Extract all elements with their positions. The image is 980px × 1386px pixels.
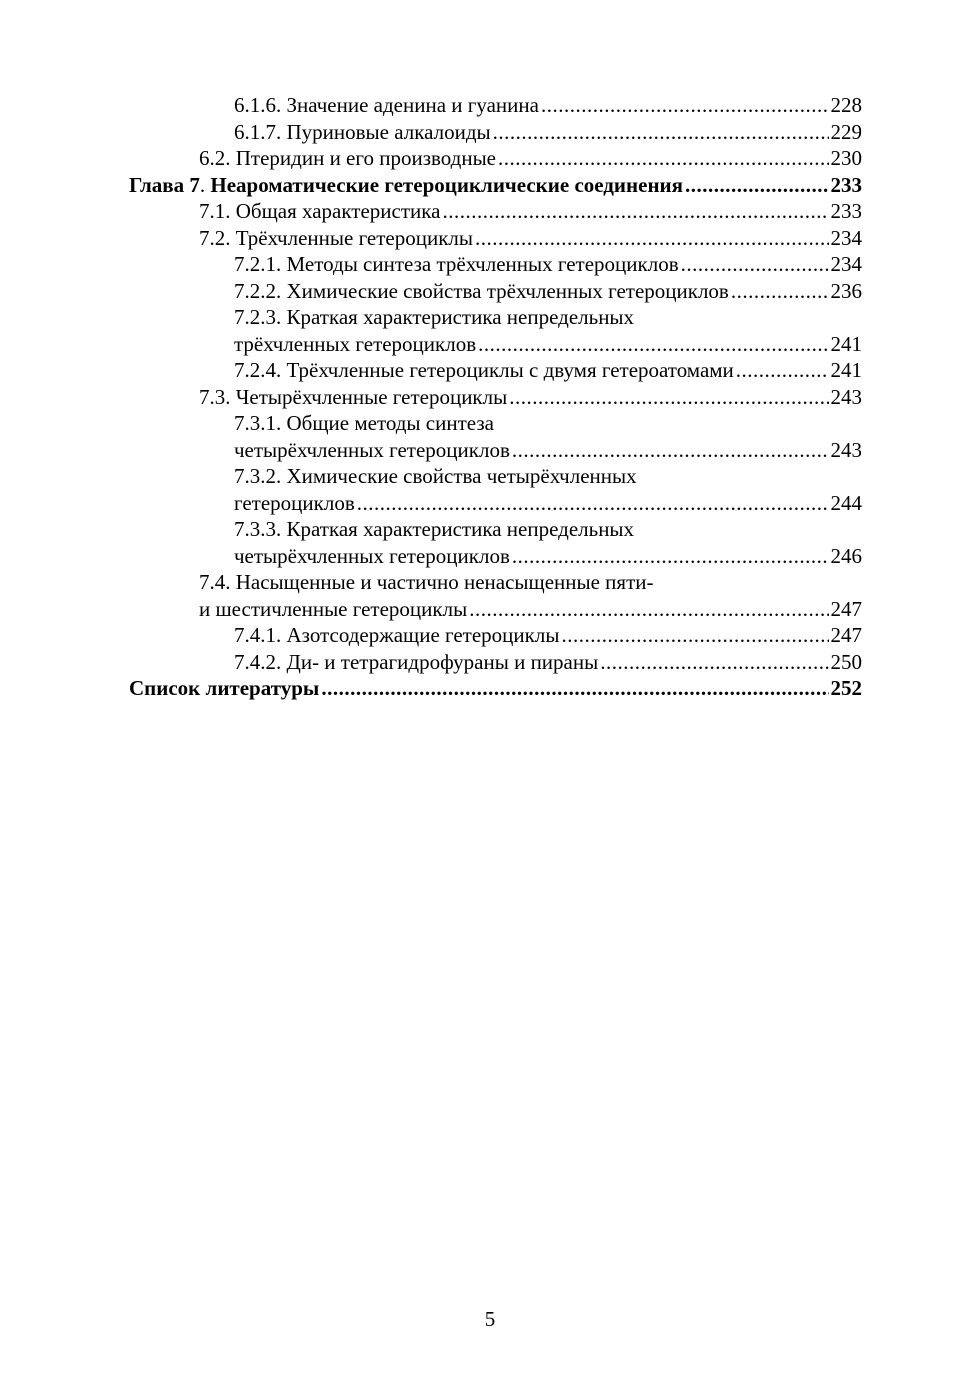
dot-leader xyxy=(498,145,828,172)
toc-entry-title: 7.2.2. Химические свойства трёхчленных гетероциклов xyxy=(234,278,729,303)
dot-leader xyxy=(442,198,828,225)
dot-leader xyxy=(478,331,828,358)
toc-entry-title: 6.1.6. Значение аденина и гуанина xyxy=(234,93,539,117)
toc-entry-title: 7.3.2. Химические свойства четырёхчленных xyxy=(234,464,637,488)
toc-entry-page: 234 xyxy=(830,225,862,250)
toc-entry-title: четырёхчленных гетероциклов xyxy=(234,437,510,462)
toc-chapter-7 xyxy=(129,172,862,199)
toc-entry-title: и шестичленные гетероциклы xyxy=(199,596,468,621)
toc-entry-7-2-2 xyxy=(129,278,862,305)
dot-leader xyxy=(469,596,828,623)
toc-entry-6-1-7 xyxy=(129,119,862,146)
toc-entry-7-3-1 xyxy=(129,437,862,464)
chapter-separator: . xyxy=(199,172,211,197)
dot-leader xyxy=(561,622,828,649)
dot-leader xyxy=(681,251,829,278)
toc-entry-page: 252 xyxy=(830,676,862,700)
toc-entry-title: 6.1.7. Пуриновые алкалоиды xyxy=(234,119,491,144)
toc-entry-7-3-1-line1 xyxy=(129,410,862,437)
toc-entry-page: 233 xyxy=(830,199,862,223)
dot-leader xyxy=(685,172,828,199)
chapter-name: Неароматические гетероциклические соединения xyxy=(210,172,684,197)
toc-entry-6-2 xyxy=(129,145,862,172)
toc-entry-7-3-2 xyxy=(129,490,862,517)
toc-entry-7-4 xyxy=(129,596,862,623)
toc-entry-7-2-1 xyxy=(129,251,862,278)
page-number: 5 xyxy=(484,1307,496,1331)
toc-entry-page: 228 xyxy=(830,93,862,117)
table-of-contents xyxy=(129,92,862,702)
toc-entry-page: 243 xyxy=(830,437,862,462)
toc-entry-7-2-3 xyxy=(129,331,862,358)
toc-chapter-title xyxy=(129,172,683,199)
dot-leader xyxy=(475,225,829,252)
toc-entry-7-3 xyxy=(129,384,862,411)
dot-leader xyxy=(321,675,828,702)
toc-entry-6-1-6 xyxy=(129,92,862,119)
toc-entry-7-4-2 xyxy=(129,649,862,676)
toc-bibliography xyxy=(129,675,862,702)
toc-entry-title: 7.2.1. Методы синтеза трёхчленных гетероциклов xyxy=(234,252,679,276)
dot-leader xyxy=(731,278,829,305)
dot-leader xyxy=(600,649,828,676)
toc-entry-title: трёхчленных гетероциклов xyxy=(234,331,477,356)
toc-entry-page: 233 xyxy=(830,172,862,197)
dot-leader xyxy=(357,490,829,517)
toc-entry-7-3-2-line1 xyxy=(129,463,862,490)
toc-entry-title: 7.4. Насыщенные и частично ненасыщенные пяти- xyxy=(199,570,654,594)
toc-entry-title: четырёхчленных гетероциклов xyxy=(234,543,510,568)
toc-entry-title: 7.2. Трёхчленные гетероциклы xyxy=(199,225,473,250)
toc-entry-page: 241 xyxy=(830,331,862,356)
toc-entry-page: 229 xyxy=(830,119,862,144)
toc-entry-page: 247 xyxy=(830,596,862,621)
toc-entry-7-2 xyxy=(129,225,862,252)
dot-leader xyxy=(512,543,829,570)
toc-entry-page: 250 xyxy=(830,649,862,674)
toc-entry-title: Список литературы xyxy=(129,676,320,700)
toc-entry-page: 243 xyxy=(830,384,862,409)
toc-entry-7-2-4 xyxy=(129,357,862,384)
toc-entry-title: 7.1. Общая характеристика xyxy=(199,199,441,223)
toc-entry-title: 7.4.2. Ди- и тетрагидрофураны и пираны xyxy=(234,649,599,674)
toc-entry-title: 7.4.1. Азотсодержащие гетероциклы xyxy=(234,623,560,647)
chapter-label: Глава 7 xyxy=(129,172,200,197)
dot-leader xyxy=(509,384,828,411)
toc-entry-page: 241 xyxy=(830,358,862,382)
dot-leader xyxy=(736,357,829,384)
toc-entry-7-4-line1 xyxy=(129,569,862,596)
toc-entry-title: 6.2. Птеридин и его производные xyxy=(199,146,497,170)
toc-entry-page: 230 xyxy=(830,146,862,170)
toc-entry-title: гетероциклов xyxy=(234,490,355,515)
toc-entry-7-1 xyxy=(129,198,862,225)
toc-entry-7-3-3 xyxy=(129,543,862,570)
dot-leader xyxy=(541,92,829,119)
toc-entry-title: 7.3.1. Общие методы синтеза xyxy=(234,411,494,435)
toc-entry-7-3-3-line1 xyxy=(129,516,862,543)
toc-entry-page: 246 xyxy=(830,543,862,568)
dot-leader xyxy=(512,437,829,464)
toc-entry-page: 234 xyxy=(830,252,862,276)
toc-entry-title: 7.2.3. Краткая характеристика непредельных xyxy=(234,305,635,329)
toc-entry-title: 7.3. Четырёхчленные гетероциклы xyxy=(199,384,508,409)
toc-entry-page: 236 xyxy=(830,278,862,303)
dot-leader xyxy=(493,119,829,146)
toc-entry-title: 7.2.4. Трёхчленные гетероциклы с двумя гетероатомами xyxy=(234,358,734,382)
toc-entry-7-2-3-line1 xyxy=(129,304,862,331)
toc-entry-page: 244 xyxy=(830,490,862,515)
toc-entry-page: 247 xyxy=(830,623,862,647)
toc-entry-title: 7.3.3. Краткая характеристика непредельных xyxy=(234,517,635,541)
toc-entry-7-4-1 xyxy=(129,622,862,649)
